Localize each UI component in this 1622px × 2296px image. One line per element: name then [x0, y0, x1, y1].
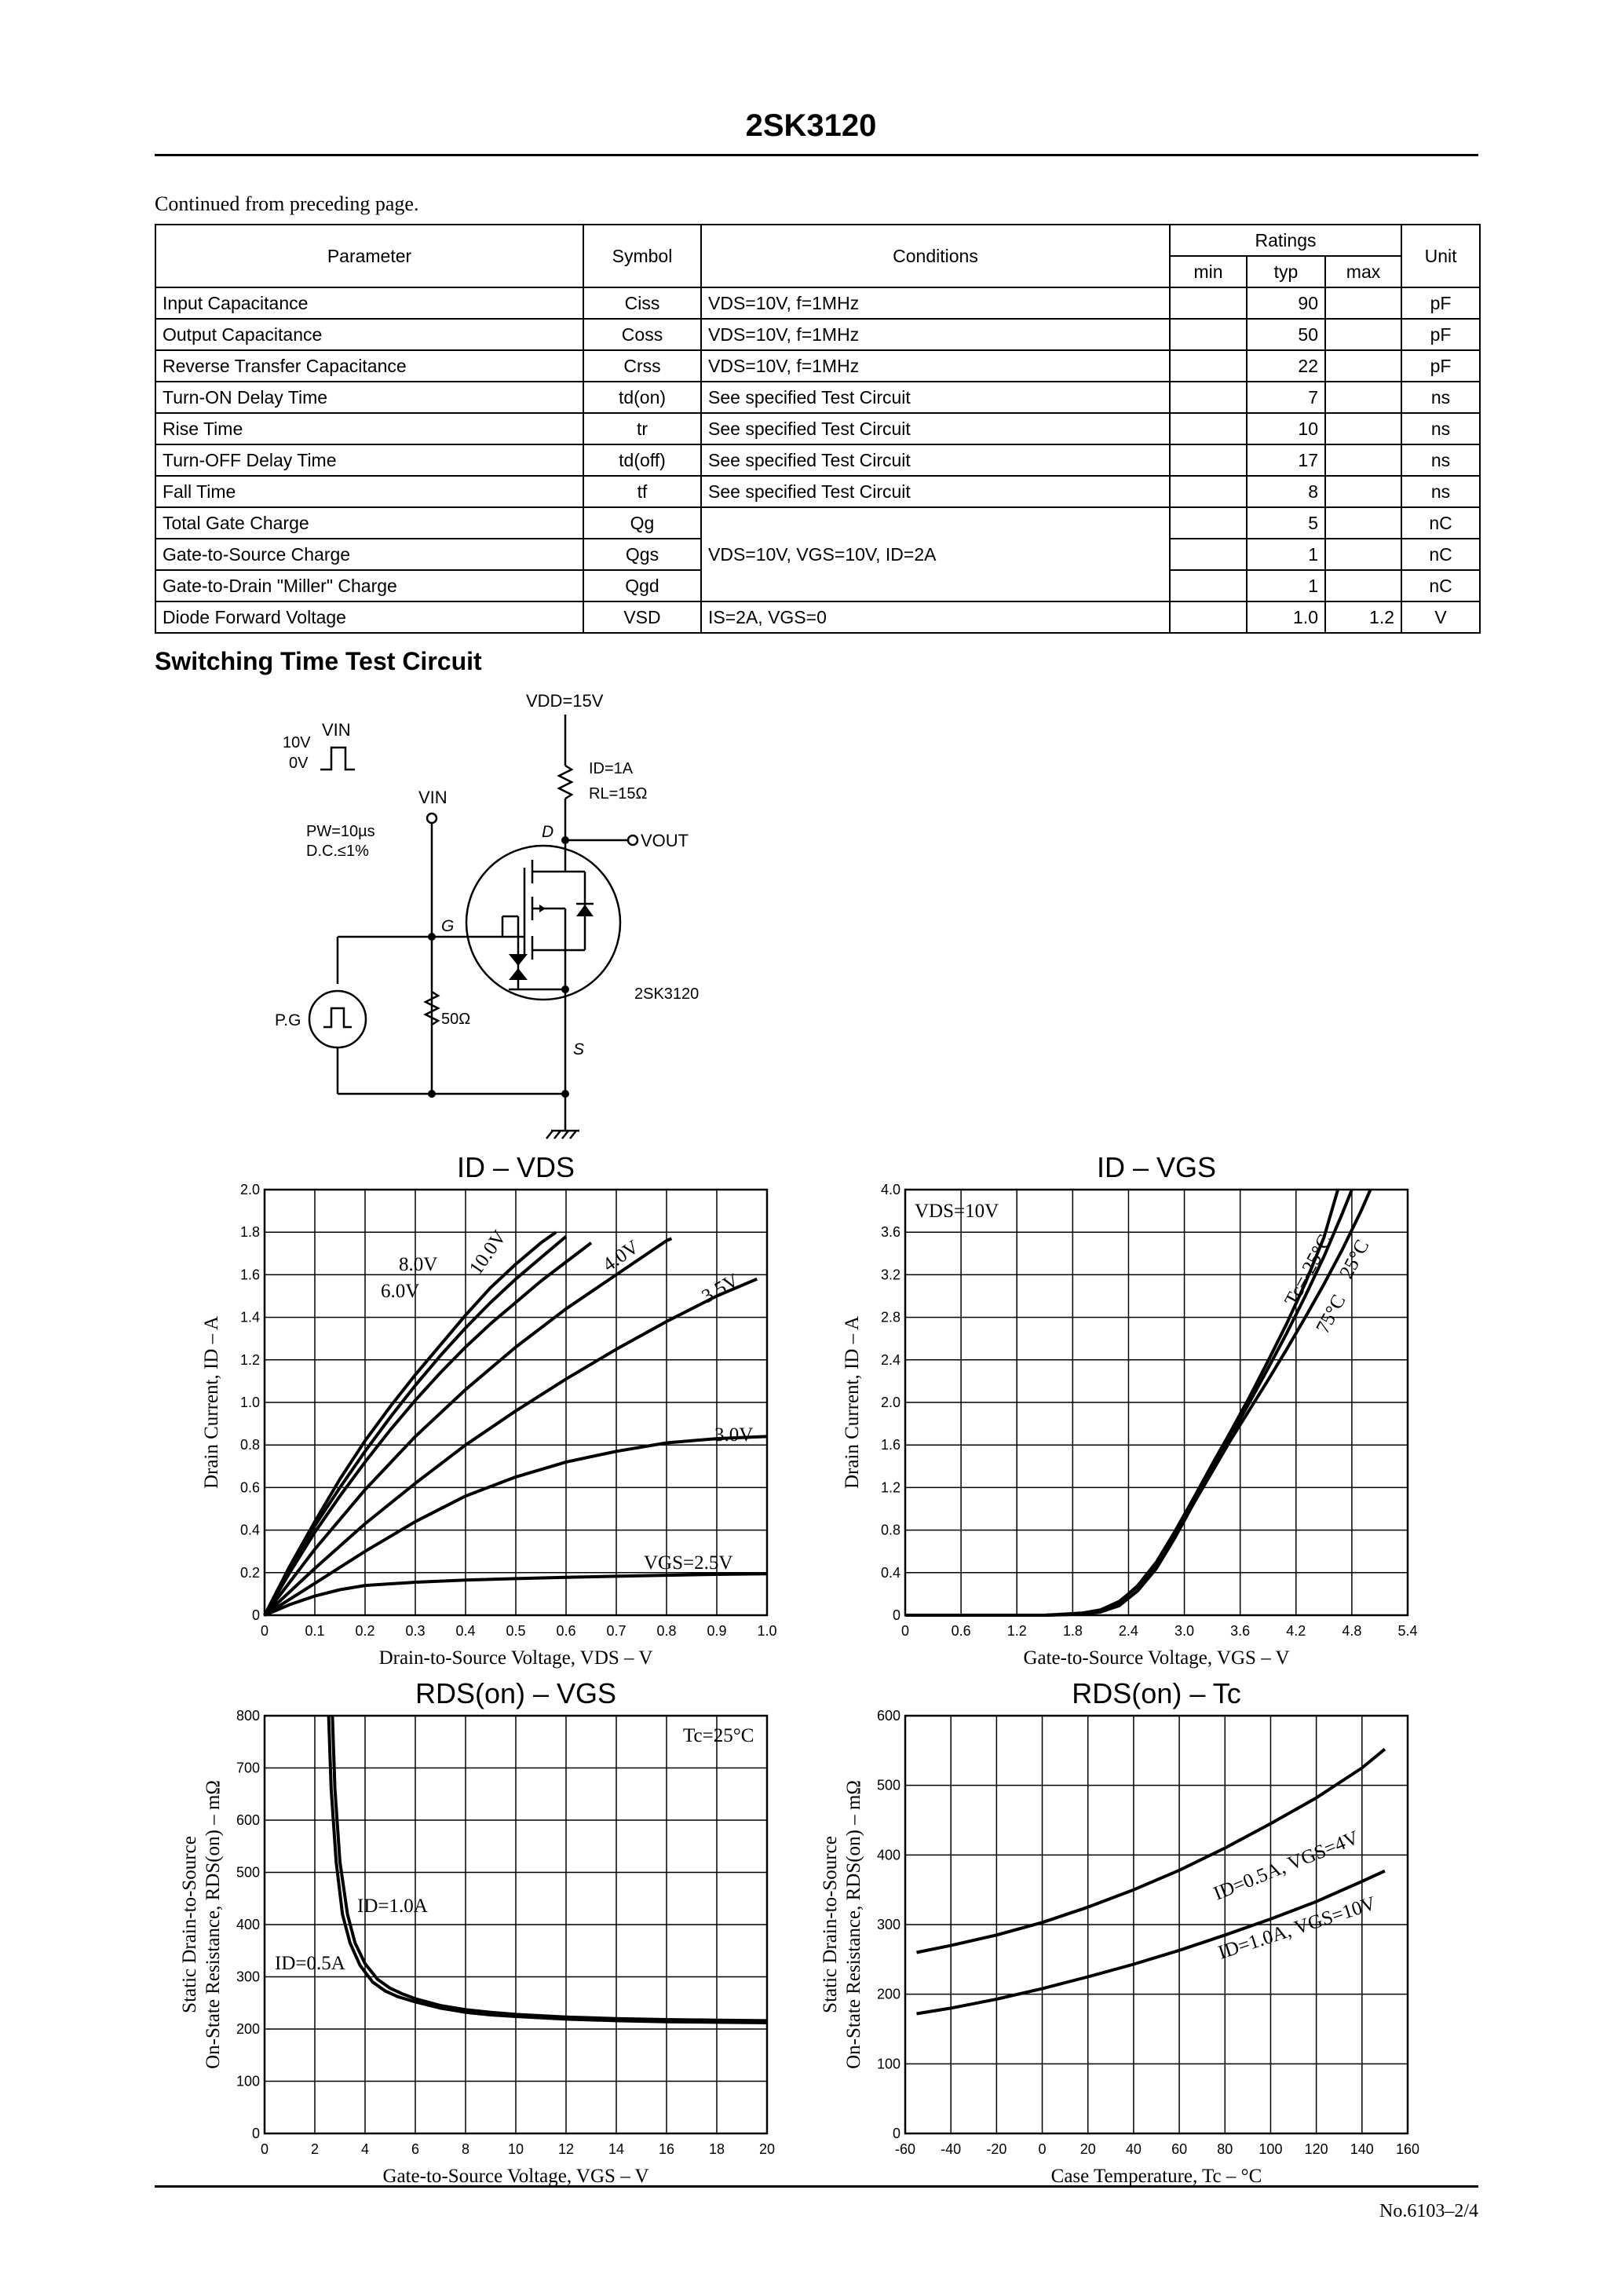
cell-parameter: Output Capacitance	[155, 319, 583, 350]
header-parameter: Parameter	[155, 225, 583, 287]
chart-rds-tc	[809, 1665, 1437, 2206]
x-tick-label: 16	[658, 2141, 675, 2157]
cell-conditions: See specified Test Circuit	[701, 413, 1170, 444]
header-max: max	[1325, 256, 1401, 287]
y-tick-label: 400	[236, 1917, 260, 1932]
x-tick-label: 8	[461, 2141, 470, 2157]
x-tick-label: 0.8	[656, 1623, 677, 1639]
grid	[905, 1190, 1408, 1615]
x-tick-label: 2.4	[1118, 1623, 1138, 1639]
vin-pulse-label: VIN	[322, 720, 351, 740]
header-rule	[155, 154, 1478, 156]
cell-typ: 1	[1247, 539, 1325, 570]
series-label: 25°C	[1335, 1236, 1374, 1282]
cell-min	[1170, 570, 1247, 601]
y-axis-label-line2: On-State Resistance, RDS(on) – mΩ	[843, 1780, 864, 2069]
cell-symbol: td(on)	[583, 382, 701, 413]
x-tick-label: 0	[1038, 2141, 1047, 2157]
cell-max	[1325, 507, 1401, 539]
y-tick-label: 3.2	[880, 1267, 901, 1283]
r50-label: 50Ω	[441, 1011, 471, 1028]
y-tick-label: 0.8	[239, 1437, 260, 1453]
vin-terminal	[427, 813, 437, 823]
cell-min	[1170, 413, 1247, 444]
mosfet-symbol	[466, 846, 620, 1000]
cell-conditions: See specified Test Circuit	[701, 382, 1170, 413]
x-tick-label: 5.4	[1397, 1623, 1418, 1639]
series-line-0	[332, 1716, 767, 2020]
table-row	[155, 444, 1480, 476]
header-typ: typ	[1247, 256, 1325, 287]
series-label: Tc=-25°C	[1280, 1230, 1336, 1310]
y-axis-label-line1: Static Drain-to-Source	[820, 1836, 841, 2013]
cell-parameter: Diode Forward Voltage	[155, 601, 583, 633]
x-tick-label: 0.2	[355, 1623, 375, 1639]
cell-min	[1170, 350, 1247, 382]
drain-label: D	[542, 823, 554, 841]
series-label: VGS=2.5V	[644, 1552, 733, 1574]
cell-symbol: VSD	[583, 601, 701, 633]
vin-node-label: VIN	[418, 788, 448, 807]
y-axis-label-line2: On-State Resistance, RDS(on) – mΩ	[203, 1780, 224, 2069]
x-axis-label: Gate-to-Source Voltage, VGS – V	[382, 2166, 649, 2187]
x-tick-label: 0.6	[951, 1623, 971, 1639]
cell-conditions: See specified Test Circuit	[701, 476, 1170, 507]
x-tick-label: 0.7	[606, 1623, 627, 1639]
x-tick-label: 0.3	[405, 1623, 426, 1639]
x-tick-label: 1.2	[1006, 1623, 1027, 1639]
body-diode-icon	[576, 905, 594, 916]
cell-max	[1325, 413, 1401, 444]
header-unit: Unit	[1401, 225, 1480, 287]
chart-annotation: Tc=25°C	[683, 1725, 754, 1746]
y-axis-label: Drain Current, ID – A	[201, 1315, 222, 1490]
chart-title: ID – VGS	[1096, 1151, 1217, 1183]
y-axis-label: Drain Current, ID – A	[842, 1315, 863, 1490]
y-tick-label: 0	[892, 2126, 901, 2141]
table-row	[155, 382, 1480, 413]
y-tick-label: 1.0	[239, 1395, 260, 1410]
cell-typ: 50	[1247, 319, 1325, 350]
x-tick-label: 18	[708, 2141, 725, 2157]
cell-min	[1170, 507, 1247, 539]
pg-label: P.G	[275, 1011, 301, 1029]
y-tick-label: 600	[236, 1812, 260, 1828]
y-tick-label: 1.2	[239, 1351, 260, 1368]
cell-symbol: tr	[583, 413, 701, 444]
electrical-characteristics-table	[155, 224, 1481, 634]
header-min: min	[1170, 256, 1247, 287]
cell-typ: 1.0	[1247, 601, 1325, 633]
series-label: 75°C	[1312, 1291, 1350, 1337]
source-label: S	[573, 1040, 585, 1058]
y-tick-label: 200	[236, 2021, 260, 2037]
cell-typ: 5	[1247, 507, 1325, 539]
cell-parameter: Gate-to-Source Charge	[155, 539, 583, 570]
cell-conditions: IS=2A, VGS=0	[701, 601, 1170, 633]
x-tick-label: 0.1	[305, 1623, 325, 1639]
y-tick-label: 300	[876, 1917, 901, 1932]
cell-unit: nC	[1401, 539, 1480, 570]
cell-symbol: Qgs	[583, 539, 701, 570]
y-tick-label: 2.4	[880, 1351, 901, 1368]
x-tick-label: 4.8	[1342, 1623, 1362, 1639]
x-tick-label: 1.8	[1062, 1623, 1083, 1639]
y-tick-label: 1.2	[880, 1479, 901, 1496]
y-tick-label: 200	[876, 1986, 901, 2002]
x-tick-label: 0.4	[455, 1623, 476, 1639]
cell-conditions: VDS=10V, f=1MHz	[701, 319, 1170, 350]
y-tick-label: 0	[892, 1607, 901, 1623]
cell-unit: nC	[1401, 570, 1480, 601]
cell-typ: 90	[1247, 287, 1325, 319]
x-tick-label: -40	[941, 2141, 962, 2157]
cell-unit: ns	[1401, 476, 1480, 507]
cell-symbol: td(off)	[583, 444, 701, 476]
x-axis-label: Gate-to-Source Voltage, VGS – V	[1023, 1647, 1290, 1669]
cell-unit: ns	[1401, 413, 1480, 444]
x-tick-label: 0.9	[707, 1623, 727, 1639]
x-tick-label: 14	[608, 2141, 625, 2157]
y-tick-label: 0	[251, 1607, 260, 1623]
cell-parameter: Turn-OFF Delay Time	[155, 444, 583, 476]
y-tick-label: 300	[236, 1969, 260, 1985]
cell-typ: 8	[1247, 476, 1325, 507]
chart-annotation: VDS=10V	[915, 1201, 999, 1222]
cell-min	[1170, 382, 1247, 413]
series-label: 10.0V	[465, 1227, 511, 1279]
y-tick-label: 1.4	[239, 1309, 260, 1325]
series-label: ID=0.5A, VGS=4V	[1211, 1826, 1362, 1905]
y-tick-label: 3.6	[880, 1224, 901, 1241]
y-tick-label: 0.8	[880, 1522, 901, 1538]
y-tick-label: 2.0	[880, 1395, 901, 1410]
y-tick-label: 0.2	[239, 1564, 260, 1581]
x-axis-label: Case Temperature, Tc – °C	[1050, 2166, 1262, 2187]
duty-cycle-label: D.C.≤1%	[306, 843, 369, 860]
vin-low-label: 0V	[289, 755, 309, 772]
rl-label: RL=15Ω	[589, 785, 648, 803]
part-label: 2SK3120	[634, 985, 700, 1003]
pw-label: PW=10µs	[306, 823, 375, 840]
grid	[265, 1190, 767, 1615]
cell-symbol: Crss	[583, 350, 701, 382]
input-pulse-icon	[320, 748, 355, 770]
cell-unit: ns	[1401, 444, 1480, 476]
header-symbol: Symbol	[583, 225, 701, 287]
cell-parameter: Gate-to-Drain "Miller" Charge	[155, 570, 583, 601]
cell-unit: pF	[1401, 287, 1480, 319]
x-tick-label: 0	[260, 1623, 269, 1639]
cell-parameter: Turn-ON Delay Time	[155, 382, 583, 413]
cell-unit: pF	[1401, 319, 1480, 350]
series-line-2	[265, 1243, 591, 1615]
cell-parameter: Total Gate Charge	[155, 507, 583, 539]
cell-parameter: Reverse Transfer Capacitance	[155, 350, 583, 382]
cell-min	[1170, 287, 1247, 319]
cell-max	[1325, 287, 1401, 319]
cell-max	[1325, 350, 1401, 382]
cell-conditions: VDS=10V, f=1MHz	[701, 287, 1170, 319]
y-tick-label: 100	[236, 2073, 260, 2089]
resistor-rl	[559, 766, 572, 799]
cell-symbol: Ciss	[583, 287, 701, 319]
chart-id-vgs	[809, 1146, 1437, 1680]
chart-rds-vgs	[173, 1665, 801, 2206]
y-tick-label: 0	[251, 2126, 260, 2141]
y-tick-label: 1.6	[239, 1267, 260, 1283]
cell-symbol: Qgd	[583, 570, 701, 601]
x-tick-label: 40	[1125, 2141, 1142, 2157]
table-row	[155, 476, 1480, 507]
pulse-generator	[309, 991, 366, 1047]
mosfet-channel-arrow	[539, 905, 546, 912]
table-row	[155, 601, 1480, 633]
y-tick-label: 800	[236, 1708, 260, 1724]
x-tick-label: 120	[1304, 2141, 1328, 2157]
x-tick-label: -20	[986, 2141, 1007, 2157]
y-tick-label: 600	[876, 1708, 901, 1724]
cell-unit: V	[1401, 601, 1480, 633]
y-axis-label-line1: Static Drain-to-Source	[179, 1836, 200, 2013]
y-tick-label: 2.8	[880, 1309, 901, 1325]
cell-parameter: Rise Time	[155, 413, 583, 444]
cell-typ: 7	[1247, 382, 1325, 413]
cell-conditions: VDS=10V, f=1MHz	[701, 350, 1170, 382]
y-tick-label: 500	[236, 1864, 260, 1881]
y-tick-label: 0.4	[239, 1522, 260, 1538]
x-tick-label: 4.2	[1286, 1623, 1306, 1639]
cell-typ: 1	[1247, 570, 1325, 601]
y-tick-label: 1.6	[880, 1437, 901, 1453]
series-label: 8.0V	[399, 1254, 438, 1275]
y-tick-label: 0.6	[239, 1479, 260, 1496]
cell-min	[1170, 476, 1247, 507]
series-label: 3.5V	[698, 1270, 743, 1308]
cell-min	[1170, 539, 1247, 570]
x-tick-label: 100	[1259, 2141, 1283, 2157]
cell-typ: 22	[1247, 350, 1325, 382]
vdd-label: VDD=15V	[526, 691, 604, 711]
cell-max	[1325, 382, 1401, 413]
cell-conditions: VDS=10V, VGS=10V, ID=2A	[701, 507, 1170, 601]
cell-max	[1325, 539, 1401, 570]
x-tick-label: 80	[1217, 2141, 1233, 2157]
y-tick-label: 2.0	[239, 1182, 260, 1197]
chart-title: RDS(on) – Tc	[1072, 1677, 1241, 1709]
vout-terminal	[628, 835, 637, 845]
chart-id-vds	[173, 1146, 801, 1680]
cell-max	[1325, 319, 1401, 350]
series-line-1	[917, 1871, 1385, 2014]
x-tick-label: 0.5	[506, 1623, 526, 1639]
table-body	[155, 287, 1480, 633]
cell-min	[1170, 601, 1247, 633]
table-row	[155, 350, 1480, 382]
series-label: ID=1.0A	[357, 1896, 428, 1917]
y-tick-label: 1.8	[239, 1224, 260, 1241]
y-tick-label: 400	[876, 1847, 901, 1863]
x-tick-label: 140	[1350, 2141, 1374, 2157]
table-row	[155, 287, 1480, 319]
cell-min	[1170, 444, 1247, 476]
cell-unit: ns	[1401, 382, 1480, 413]
cell-typ: 10	[1247, 413, 1325, 444]
y-tick-label: 500	[876, 1777, 901, 1793]
y-tick-label: 100	[876, 2056, 901, 2072]
x-tick-label: 0	[901, 1623, 910, 1639]
x-tick-label: 12	[557, 2141, 575, 2157]
cell-max	[1325, 444, 1401, 476]
cell-parameter: Fall Time	[155, 476, 583, 507]
x-tick-label: 0	[260, 2141, 269, 2157]
x-tick-label: 3.0	[1174, 1623, 1195, 1639]
footer-rule	[155, 2185, 1478, 2188]
series-label: 3.0V	[714, 1424, 754, 1446]
page-number: No.6103–2/4	[1379, 2201, 1478, 2221]
x-tick-label: 4	[360, 2141, 370, 2157]
x-tick-label: 1.0	[757, 1623, 777, 1639]
x-tick-label: 10	[507, 2141, 524, 2157]
series-label: ID=0.5A	[275, 1953, 345, 1974]
cell-parameter: Input Capacitance	[155, 287, 583, 319]
cell-max: 1.2	[1325, 601, 1401, 633]
series-label: ID=1.0A, VGS=10V	[1215, 1892, 1379, 1964]
cell-typ: 17	[1247, 444, 1325, 476]
chart-title: RDS(on) – VGS	[415, 1677, 617, 1709]
header-conditions: Conditions	[701, 225, 1170, 287]
document-title: 2SK3120	[745, 108, 877, 143]
y-tick-label: 0.4	[880, 1564, 901, 1581]
switching-circuit-title: Switching Time Test Circuit	[155, 647, 482, 675]
table-row	[155, 507, 1480, 539]
table-row	[155, 413, 1480, 444]
cell-conditions: See specified Test Circuit	[701, 444, 1170, 476]
cell-max	[1325, 476, 1401, 507]
series-label: 6.0V	[381, 1281, 420, 1302]
table-row	[155, 319, 1480, 350]
y-tick-label: 4.0	[880, 1182, 901, 1197]
header-ratings: Ratings	[1170, 225, 1401, 256]
cell-unit: nC	[1401, 507, 1480, 539]
x-tick-label: 20	[1080, 2141, 1096, 2157]
cell-unit: pF	[1401, 350, 1480, 382]
cell-max	[1325, 570, 1401, 601]
vout-label: VOUT	[641, 831, 689, 850]
cell-min	[1170, 319, 1247, 350]
x-tick-label: 0.6	[556, 1623, 576, 1639]
gate-label: G	[441, 917, 455, 935]
vin-high-label: 10V	[283, 734, 311, 751]
chart-title: ID – VDS	[456, 1151, 575, 1183]
x-tick-label: 2	[310, 2141, 320, 2157]
grid	[265, 1716, 767, 2133]
zener-diode-icon	[509, 954, 528, 966]
continued-note: Continued from preceding page.	[155, 192, 419, 215]
id-label: ID=1A	[589, 760, 634, 777]
series-label: 4.0V	[598, 1236, 643, 1276]
x-tick-label: -60	[894, 2141, 916, 2157]
x-tick-label: 6	[411, 2141, 420, 2157]
cell-symbol: tf	[583, 476, 701, 507]
x-tick-label: 3.6	[1230, 1623, 1251, 1639]
x-tick-label: 60	[1171, 2141, 1188, 2157]
y-tick-label: 700	[236, 1760, 260, 1776]
x-axis-label: Drain-to-Source Voltage, VDS – V	[378, 1647, 653, 1669]
x-tick-label: 160	[1395, 2141, 1420, 2157]
x-tick-label: 20	[758, 2141, 776, 2157]
cell-symbol: Qg	[583, 507, 701, 539]
switching-test-circuit	[259, 691, 762, 1146]
cell-symbol: Coss	[583, 319, 701, 350]
